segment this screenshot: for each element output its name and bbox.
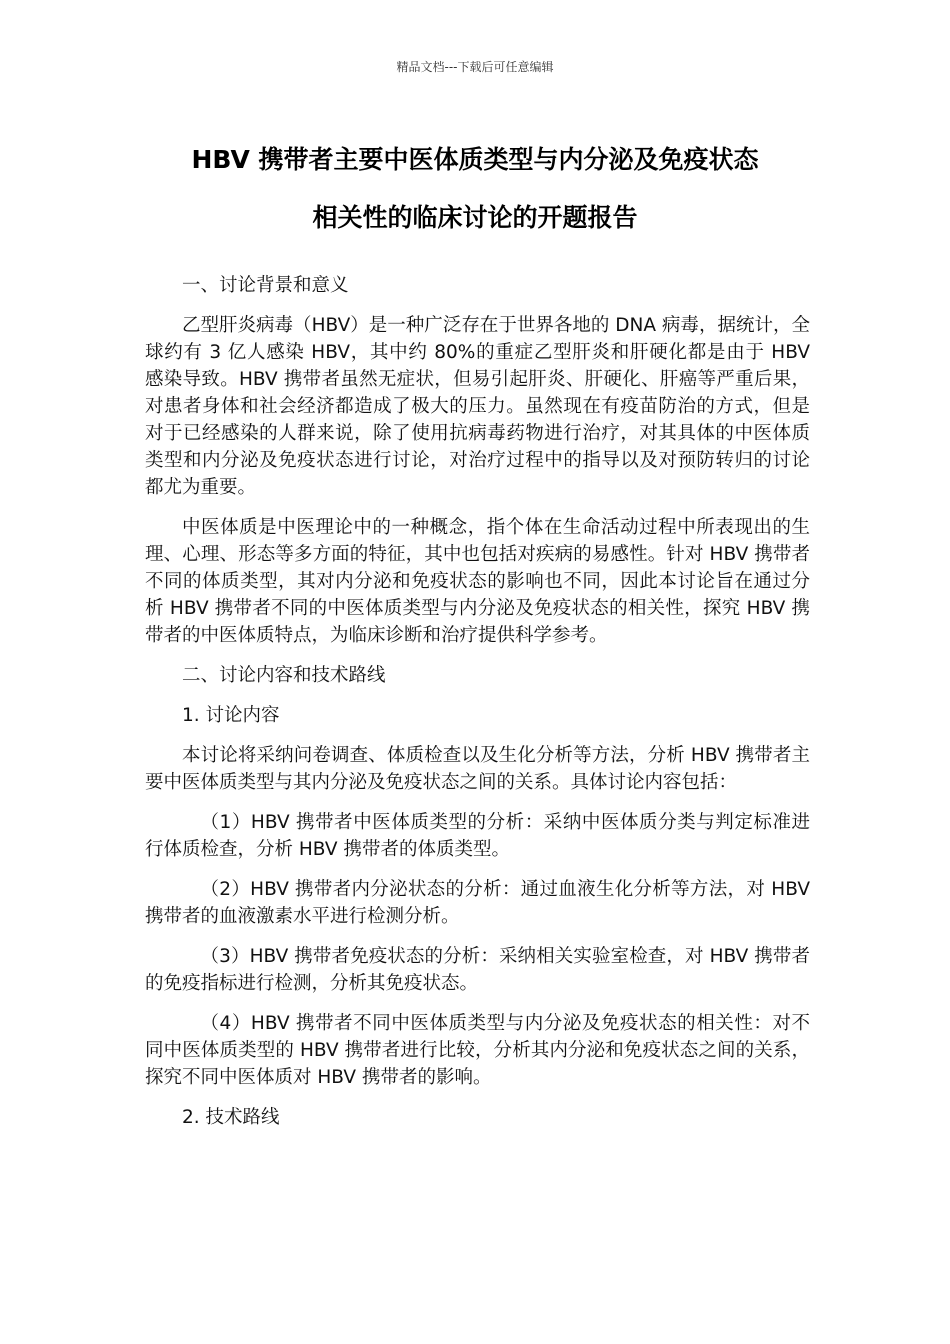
- subheading-tech-route: 2. 技术路线: [182, 1107, 280, 1128]
- subheading-content: 1. 讨论内容: [182, 705, 280, 726]
- list-item-2: （2）HBV 携带者内分泌状态的分析：通过血液生化分析等方法，对 HBV 携带者的血液激素水平进行检测分析。: [145, 879, 810, 927]
- paragraph-content-intro: 本讨论将采纳问卷调查、体质检查以及生化分析等方法，分析 HBV 携带者主要中医体质类型与其内分泌及免疫状态之间的关系。具体讨论内容包括：: [145, 745, 810, 793]
- section-heading-2: 二、讨论内容和技术路线: [182, 665, 386, 686]
- title-line-1: HBV 携带者主要中医体质类型与内分泌及免疫状态: [191, 145, 759, 174]
- header-note: 精品文档---下载后可任意编辑: [396, 60, 554, 74]
- title-line-2: 相关性的临床讨论的开题报告: [312, 203, 638, 232]
- paragraph-background-2: 中医体质是中医理论中的一种概念，指个体在生命活动过程中所表现出的生理、心理、形态等多方面的特征，其中也包括对疾病的易感性。针对 HBV 携带者不同的体质类型，其对内分泌和免疫状态的影响也不同，因此本讨论旨在通过分析 HBV 携带者不同的中医体质类型与内分泌及免疫状态的相关性，探究 HBV 携带者的中医体质特点，为临床诊断和治疗提供科学参考。: [145, 517, 810, 646]
- list-item-3: （3）HBV 携带者免疫状态的分析：采纳相关实验室检查，对 HBV 携带者的免疫指标进行检测，分析其免疫状态。: [145, 946, 810, 994]
- section-heading-1: 一、讨论背景和意义: [182, 275, 349, 296]
- list-item-4: （4）HBV 携带者不同中医体质类型与内分泌及免疫状态的相关性：对不同中医体质类型的 HBV 携带者进行比较，分析其内分泌和免疫状态之间的关系，探究不同中医体质对 HBV 携带者的影响。: [145, 1013, 810, 1088]
- document-body: [145, 272, 810, 1144]
- list-item-1: （1）HBV 携带者中医体质类型的分析：采纳中医体质分类与判定标准进行体质检查，分析 HBV 携带者的体质类型。: [145, 812, 810, 860]
- paragraph-background-1: 乙型肝炎病毒（HBV）是一种广泛存在于世界各地的 DNA 病毒，据统计，全球约有 3 亿人感染 HBV，其中约 80%的重症乙型肝炎和肝硬化都是由于 HBV 感染导致。HBV 携带者虽然无症状，但易引起肝炎、肝硬化、肝癌等严重后果，对患者身体和社会经济都造成了极大的压力。虽然现在有疫苗防治的方式，但是对于已经感染的人群来说，除了使用抗病毒药物进行治疗，对其具体的中医体质类型和内分泌及免疫状态进行讨论，对治疗过程中的指导以及对预防转归的讨论都尤为重要。: [145, 315, 810, 498]
